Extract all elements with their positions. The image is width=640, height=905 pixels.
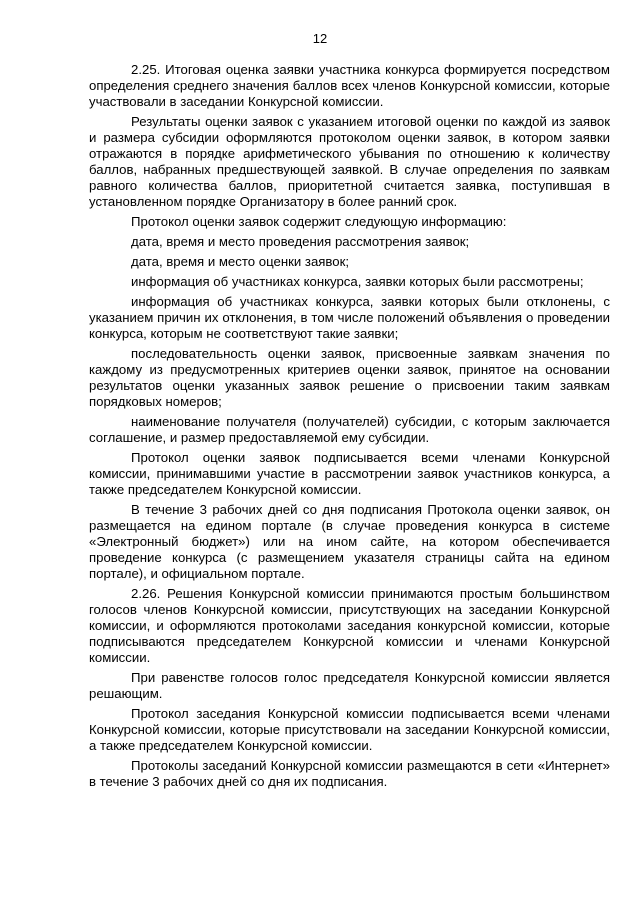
paragraph-tie-vote: При равенстве голосов голос председателя Конкурсной комиссии является решающим. xyxy=(89,670,610,701)
paragraph-protocol-signing: Протокол оценки заявок подписывается всеми членами Конкурсной комиссии, принимавшими участие в рассмотрении заявок участников конкурса, а также председателем Конкурсной комиссии. xyxy=(89,450,610,497)
paragraph-protocol-contents: Протокол оценки заявок содержит следующую информацию: xyxy=(131,214,507,229)
paragraph-2-25: 2.25. Итоговая оценка заявки участника конкурса формируется посредством определения среднего значения баллов всех членов Конкурсной комиссии, которые участвовали в заседании Конкурсной комиссии. xyxy=(89,62,610,109)
list-item-reviewed-participants: информация об участниках конкурса, заявки которых были рассмотрены; xyxy=(131,274,584,289)
paragraph-internet-publication: Протоколы заседаний Конкурсной комиссии размещаются в сети «Интернет» в течение 3 рабочих дней со дня их подписания. xyxy=(89,758,610,789)
paragraph-2-26: 2.26. Решения Конкурсной комиссии принимаются простым большинством голосов членов Конкурсной комиссии, присутствующих на заседании Конкурсной комиссии, и оформляются протоколами заседания конкурсной комиссии, которые подписываются председателем Конкурсной комиссии и членами Конкурсной комиссии. xyxy=(89,586,610,665)
list-item-evaluation-date: дата, время и место оценки заявок; xyxy=(131,254,350,269)
page-number: 12 xyxy=(312,31,328,46)
list-item-rejected-participants: информация об участниках конкурса, заявки которых были отклонены, с указанием причин их отклонения, в том числе положений объявления о проведении конкурса, которым не соответствуют такие заявки; xyxy=(89,294,610,341)
paragraph-meeting-protocol: Протокол заседания Конкурсной комиссии подписывается всеми членами Конкурсной комиссии, которые присутствовали на заседании Конкурсной комиссии, а также председателем Конкурсной комиссии. xyxy=(89,706,610,753)
paragraph-protocol-publication: В течение 3 рабочих дней со дня подписания Протокола оценки заявок, он размещается на едином портале (в случае проведения конкурса в системе «Электронный бюджет») или на ином сайте, на котором обеспечивается проведение конкурса (с размещением указателя страницы сайта на едином портале), и официальном портале. xyxy=(89,502,610,581)
document-body xyxy=(89,62,610,794)
list-item-review-date: дата, время и место проведения рассмотрения заявок; xyxy=(131,234,470,249)
paragraph-evaluation-results: Результаты оценки заявок с указанием итоговой оценки по каждой из заявок и размера субсидии оформляются протоколом оценки заявок, в котором заявки отражаются в порядке арифметического убывания по отношению к количеству баллов, набранных предшествующей заявкой. В случае определения по заявкам равного количества баллов, приоритетной считается заявка, поступившая в установленном порядке Организатору в более ранний срок. xyxy=(89,114,610,209)
list-item-evaluation-sequence: последовательность оценки заявок, присвоенные заявкам значения по каждому из предусмотренных критериев оценки заявок, принятое на основании результатов оценки указанных заявок решение о присвоении таким заявкам порядковых номеров; xyxy=(89,346,610,409)
list-item-recipient: наименование получателя (получателей) субсидии, с которым заключается соглашение, и размер предоставляемой ему субсидии. xyxy=(89,414,610,445)
